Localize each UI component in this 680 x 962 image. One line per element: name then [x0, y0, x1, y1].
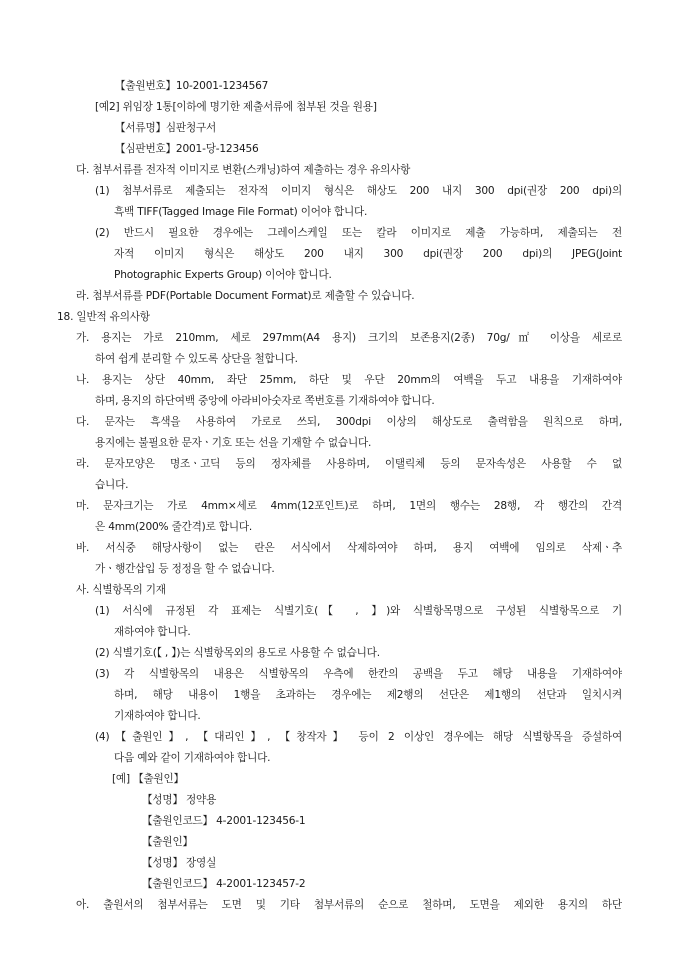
text-line: 【심판번호】2001-당-123456 — [115, 143, 259, 155]
text-line: 용지에는 불필요한 문자ㆍ기호 또는 선을 기재할 수 없습니다. — [95, 437, 372, 449]
text-line: 자적 이미지 형식은 해상도 200 내지 300 dpi(권장 200 dpi)의 JPEG(Joint — [114, 248, 622, 260]
text-line: 은 4mm(200% 줄간격)로 합니다. — [95, 521, 253, 533]
text-line: (2) 식별기호(【 , 】)는 식별항목외의 용도로 사용할 수 없습니다. — [95, 647, 380, 659]
text-line: 사. 식별항목의 기재 — [76, 584, 166, 596]
text-line: 하며, 해당 내용이 1행을 초과하는 경우에는 제2행의 선단은 제1행의 선단과 일치시켜 — [114, 689, 622, 701]
text-line: 바. 서식중 해당사항이 없는 란은 서식에서 삭제하여야 하며, 용지 여백에 임의로 삭제ㆍ추 — [76, 542, 622, 554]
text-line: 【출원번호】10-2001-1234567 — [115, 80, 269, 92]
text-line: 【출원인코드】 4-2001-123456-1 — [142, 815, 306, 827]
text-line: 18. 일반적 유의사항 — [57, 311, 150, 323]
text-line: 【출원인】 — [142, 836, 193, 848]
text-line: Photographic Experts Group) 이어야 합니다. — [114, 269, 332, 281]
text-line: 【성명】 정약용 — [142, 794, 217, 806]
text-line: 하여 쉽게 분리할 수 있도록 상단을 철합니다. — [95, 353, 298, 365]
text-line: 【성명】 장영실 — [142, 857, 217, 869]
text-line: 【출원인코드】 4-2001-123457-2 — [142, 878, 306, 890]
text-line: 습니다. — [95, 479, 129, 491]
text-line: 가. 용지는 가로 210mm, 세로 297mm(A4 용지) 크기의 보존용지(2종) 70g/㎡ 이상을 세로로 — [76, 332, 622, 344]
text-line: (2) 반드시 필요한 경우에는 그레이스케일 또는 칼라 이미지로 제출 가능하며, 제출되는 전 — [95, 227, 622, 239]
text-line: 다음 예와 같이 기재하여야 합니다. — [114, 752, 271, 764]
text-line: (1) 서식에 규정된 각 표제는 식별기호(【 , 】)와 식별항목명으로 구성된 식별항목으로 기 — [95, 605, 622, 617]
text-line: 흑백 TIFF(Tagged Image File Format) 이어야 합니다. — [114, 206, 368, 218]
text-line: 마. 문자크기는 가로 4mm×세로 4mm(12포인트)로 하며, 1면의 행수는 28행, 각 행간의 간격 — [76, 500, 622, 512]
text-line: 라. 첨부서류를 PDF(Portable Document Format)로 제출할 수 있습니다. — [76, 290, 415, 302]
text-line: (3) 각 식별항목의 내용은 식별항목의 우측에 한칸의 공백을 두고 해당 내용을 기재하여야 — [95, 668, 622, 680]
text-line: 【서류명】심판청구서 — [115, 122, 217, 134]
text-line: (1) 첨부서류로 제출되는 전자적 이미지 형식은 해상도 200 내지 300 dpi(권장 200 dpi)의 — [95, 185, 622, 197]
text-line: [예2] 위임장 1통[이하에 명기한 제출서류에 첨부된 것을 원용] — [95, 101, 377, 113]
text-line: 가ㆍ행간삽입 등 정정을 할 수 없습니다. — [95, 563, 275, 575]
text-line: 다. 문자는 흑색을 사용하여 가로로 쓰되, 300dpi 이상의 해상도로 출력함을 원칙으로 하며, — [76, 416, 622, 428]
text-line: 아. 출원서의 첨부서류는 도면 및 기타 첨부서류의 순으로 철하며, 도면을 제외한 용지의 하단 — [76, 899, 622, 911]
text-line: 다. 첨부서류를 전자적 이미지로 변환(스캐닝)하여 제출하는 경우 유의사항 — [76, 164, 411, 176]
text-line: (4)【출원인】, 【대리인】, 【창작자】 등이 2 이상인 경우에는 해당 식별항목을 증설하여 — [95, 731, 622, 743]
text-line: 기재하여야 합니다. — [114, 710, 201, 722]
text-line: [예] 【출원인】 — [112, 773, 184, 785]
text-line: 나. 용지는 상단 40mm, 좌단 25mm, 하단 및 우단 20mm의 여백을 두고 내용을 기재하여야 — [76, 374, 622, 386]
text-line: 라. 문자모양은 명조ㆍ고딕 등의 정자체를 사용하며, 이탤릭체 등의 문자속성은 사용할 수 없 — [76, 458, 622, 470]
text-line: 재하여야 합니다. — [114, 626, 191, 638]
text-line: 하며, 용지의 하단여백 중앙에 아라비아숫자로 쪽번호를 기재하여야 합니다. — [95, 395, 435, 407]
